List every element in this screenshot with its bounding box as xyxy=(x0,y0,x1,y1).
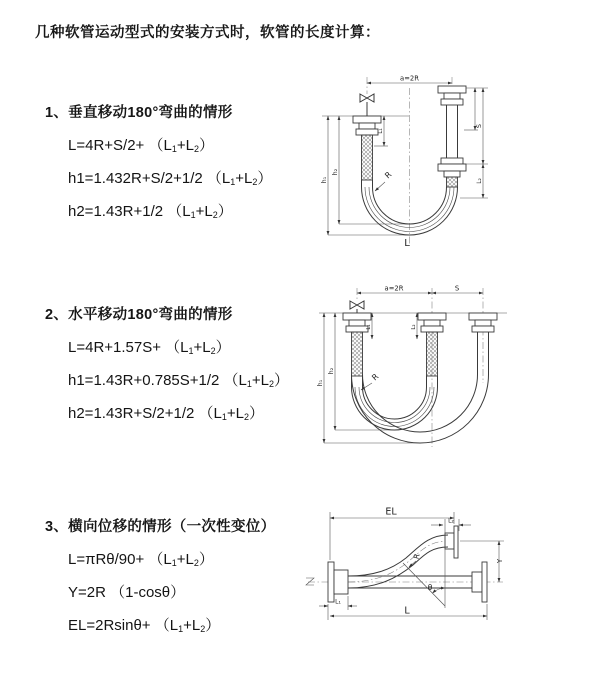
section-1-formulas xyxy=(68,131,315,230)
dim-label-h2: h₂ xyxy=(332,168,339,176)
formula-h2: h2=1.43R+1/2 $(L_1+L_2)$ xyxy=(68,203,233,220)
dim-label-a2r: a=2R xyxy=(384,284,404,293)
valve-icon xyxy=(360,94,374,116)
dim-label-y: Y xyxy=(496,558,504,564)
dim-label-s: S xyxy=(454,284,460,293)
dim-label-h2: h₂ xyxy=(328,367,335,375)
dimension-labels xyxy=(335,507,504,617)
angle-label: θ xyxy=(427,583,433,592)
dim-label-l: L xyxy=(404,605,410,617)
formula-h2: h2=1.43R+S/2+1/2 $(L_1+L_2)$ xyxy=(68,405,265,422)
dim-label-s: S xyxy=(475,123,483,129)
hose-displaced-position xyxy=(348,535,448,588)
formula-h1: h1=1.432R+S/2+1/2 $(L_1+L_2)$ xyxy=(68,170,273,187)
formula-L: $L=4R+S/2+ (L_1+L_2)$ xyxy=(68,137,214,154)
dim-label-h1: h₁ xyxy=(321,176,328,184)
length-label: L xyxy=(404,238,410,249)
dim-label-l2: L₂ xyxy=(477,178,483,184)
valve-icon xyxy=(350,301,364,313)
dim-label-l1: L₁ xyxy=(335,598,341,606)
left-flange xyxy=(328,562,348,602)
formula-EL: $EL=2Rsin\theta+ (L_1+L_2)$ xyxy=(68,617,221,634)
section-1-heading: 1、垂直移动180°弯曲的情形 xyxy=(45,105,233,121)
dim-label-l1: L₁ xyxy=(366,324,372,330)
formula-h1: h1=1.43R+0.785S+1/2 $(L_1+L_2)$ xyxy=(68,372,290,389)
diagram-vertical-180-bend xyxy=(318,72,590,254)
section-2-formulas xyxy=(68,333,315,432)
break-mark xyxy=(306,578,314,585)
dim-label-l2: L₂ xyxy=(448,517,454,525)
right-flange xyxy=(472,562,487,602)
left-connector-flange xyxy=(353,116,381,135)
section-lateral-displacement xyxy=(45,515,315,644)
dim-label-l2: L₂ xyxy=(411,324,417,330)
dim-label-h1: h₁ xyxy=(317,379,324,387)
section-2-heading: 2、水平移动180°弯曲的情形 xyxy=(45,307,233,323)
diagram-horizontal-180-bend xyxy=(315,283,600,455)
dim-label-l1: L₁ xyxy=(378,128,384,134)
radius-label: R xyxy=(370,371,381,383)
section-vertical-movement xyxy=(45,101,315,230)
formula-L: $L=\pi R\theta/90+ (L_1+L_2)$ xyxy=(68,551,214,568)
diagram-lateral-displacement xyxy=(303,498,598,653)
radius-label: R xyxy=(383,169,394,181)
dim-label-el: EL xyxy=(385,506,397,518)
braided-hose-sections xyxy=(352,332,438,376)
section-3-formulas xyxy=(68,545,315,644)
hose-u-bend-position-2 xyxy=(352,332,489,443)
centerlines xyxy=(367,74,452,244)
upper-flange xyxy=(445,526,458,558)
page-title: 几种软管运动型式的安装方式时，软管的长度计算： xyxy=(35,25,380,41)
centerlines xyxy=(357,288,483,447)
section-horizontal-movement xyxy=(45,303,315,432)
section-3-heading: 3、横向位移的情形（一次性变位） xyxy=(45,519,276,535)
hose-u-bend-position-1 xyxy=(352,376,438,430)
dim-label-a2r: a=2R xyxy=(400,74,419,83)
formula-Y: Y=2R （1-cosθ） xyxy=(68,584,186,601)
right-connector-flanges xyxy=(438,86,466,177)
radius-label: R xyxy=(411,552,422,561)
formula-L: $L=4R+1.57S+ (L_1+L_2)$ xyxy=(68,339,231,356)
